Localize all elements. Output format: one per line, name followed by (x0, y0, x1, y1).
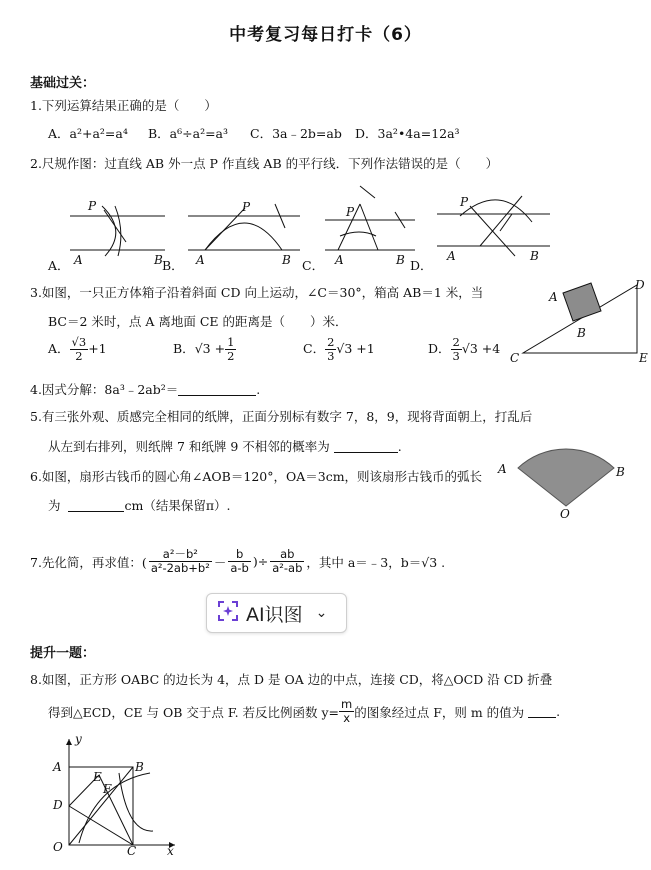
q5-line2: 从左到右排列，则纸牌 7 和纸牌 9 不相邻的概率为 . (48, 439, 402, 454)
section-basic-heading: 基础过关： (30, 76, 96, 91)
q5-answer-blank[interactable] (334, 440, 398, 453)
q3-option-c: C． $\frac{2}{3}$ √3 +1 (303, 335, 375, 363)
q2-stem: 2.尺规作图：过直线 AB 外一点 P 作直线 AB 的平行线．下列作法错误的是（ ） (30, 156, 499, 171)
q6-line1: 6.如图，扇形古钱币的圆心角∠AOB＝120°，OA＝3cm，则该扇形古钱币的弧长 (30, 469, 483, 484)
q2-figure-a (70, 199, 165, 267)
q2-d-point-a: A (447, 249, 456, 263)
q6-answer-blank[interactable] (68, 499, 124, 512)
q4-stem: 4.因式分解：8a³﹣2ab²＝ . (30, 382, 261, 397)
page-title: 中考复习每日打卡（6） (229, 25, 422, 45)
section-advanced-heading: 提升一题： (30, 646, 96, 661)
ai-recognize-label: AI识图 (246, 603, 303, 626)
q3-fig-c: C (510, 351, 520, 365)
q2-a-point-b: B (154, 253, 163, 267)
q6-fig-b: B (616, 465, 625, 479)
q2-option-d: D． (410, 258, 433, 273)
q1-option-c: C．3a﹣2b=ab (250, 126, 342, 141)
q2-b-point-a: A (196, 253, 205, 267)
q7-fraction-1: $\frac{\text{a²－b²}}{\text{a²-2ab+b²}}$ (150, 547, 210, 575)
q1-stem: 1.下列运算结果正确的是（ ） (30, 98, 217, 113)
q3-line2: BC＝2 米时，点 A 离地面 CE 的距离是（ ）米． (48, 314, 348, 329)
q2-b-point-p: P (242, 200, 251, 214)
q3-line1: 3.如图，一只正方体箱子沿着斜面 CD 向上运动，∠C＝30°，箱高 AB＝1 米，当 (30, 285, 484, 300)
q6-figure-sector (490, 440, 640, 520)
q8-line2: 得到△ECD，CE 与 OB 交于点 F. 若反比例函数 y= $\frac{m}{x}$ 的图象经过点 F，则 m 的值为 . (48, 697, 561, 725)
chevron-down-icon: ⌄ (315, 605, 328, 621)
q8-fig-d: D (53, 798, 63, 812)
q2-b-point-b: B (282, 253, 291, 267)
q6-fig-a: A (498, 462, 507, 476)
q2-c-point-a: A (335, 253, 344, 267)
ai-scan-icon (217, 600, 239, 627)
q6-line2: 为 cm（结果保留π）. (48, 498, 231, 513)
q8-fig-x: x (167, 844, 174, 858)
q2-a-point-p: P (88, 199, 97, 213)
q2-figure-d (437, 195, 550, 263)
q6-fig-o: O (560, 507, 570, 520)
q7-fraction-3: $\frac{ab}{\text{a²-ab}}$ (272, 547, 303, 575)
q3-figure-slope (505, 275, 651, 370)
q1-option-d: D．3a²•4a=12a³ (355, 126, 460, 141)
q2-figures (30, 176, 570, 270)
q2-option-b: B． (162, 258, 184, 273)
q3-fig-b: B (577, 326, 586, 340)
q3-fig-e: E (639, 351, 648, 365)
q8-fig-c: C (127, 844, 137, 858)
q8-fig-a: A (53, 760, 62, 774)
q3-option-d: D． $\frac{2}{3}$ √3 +4 (428, 335, 501, 363)
ai-recognize-button[interactable] (206, 593, 347, 633)
q7-fraction-2: $\frac{b}{a-b}$ (230, 547, 249, 575)
q2-a-point-a: A (74, 253, 83, 267)
q3-fig-a: A (549, 290, 558, 304)
q3-option-b: B．√3 + $\frac{1}{2}$ (173, 335, 235, 363)
q2-figure-c (325, 186, 415, 267)
q8-fig-o: O (53, 840, 63, 854)
q2-d-point-b: B (530, 249, 539, 263)
q1-option-b: B．a⁶÷a²=a³ (148, 126, 229, 141)
q8-fig-e: E (93, 770, 102, 784)
q1-option-a: A．a²+a²=a⁴ (48, 126, 128, 141)
q2-c-point-p: P (346, 205, 355, 219)
q8-answer-blank[interactable] (528, 705, 556, 718)
q8-fig-y: y (75, 733, 82, 746)
q2-option-a: A． (48, 258, 70, 273)
q8-fig-b: B (135, 760, 144, 774)
q2-d-point-p: P (460, 195, 469, 209)
q8-line1: 8.如图，正方形 OABC 的边长为 4，点 D 是 OA 边的中点，连接 CD，将△OCD 沿 CD 折叠 (30, 672, 553, 687)
q4-answer-blank[interactable] (178, 383, 256, 396)
q3-option-a: A． $\frac{√3}{2}$ +1 (48, 335, 107, 363)
q8-figure-coordinate (45, 733, 185, 858)
q2-c-point-b: B (396, 253, 405, 267)
q2-option-c: C． (302, 258, 325, 273)
q5-line1: 5.有三张外观、质感完全相同的纸牌，正面分别标有数字 7，8，9，现将背面朝上，打乱后 (30, 409, 533, 424)
q3-fig-d: D (635, 278, 645, 292)
q2-figure-b (188, 200, 300, 267)
q7-expression: 7.先化简，再求值：( $\frac{\text{a²－b²}}{\text{a²-2ab+b²}}$ － $\frac{b}{a-b}$ )÷ $\frac{ab}{\text{a²-ab}}$ ，其中 a＝﹣3，b＝√3 . (30, 547, 446, 575)
q8-fig-f: F (103, 782, 112, 796)
